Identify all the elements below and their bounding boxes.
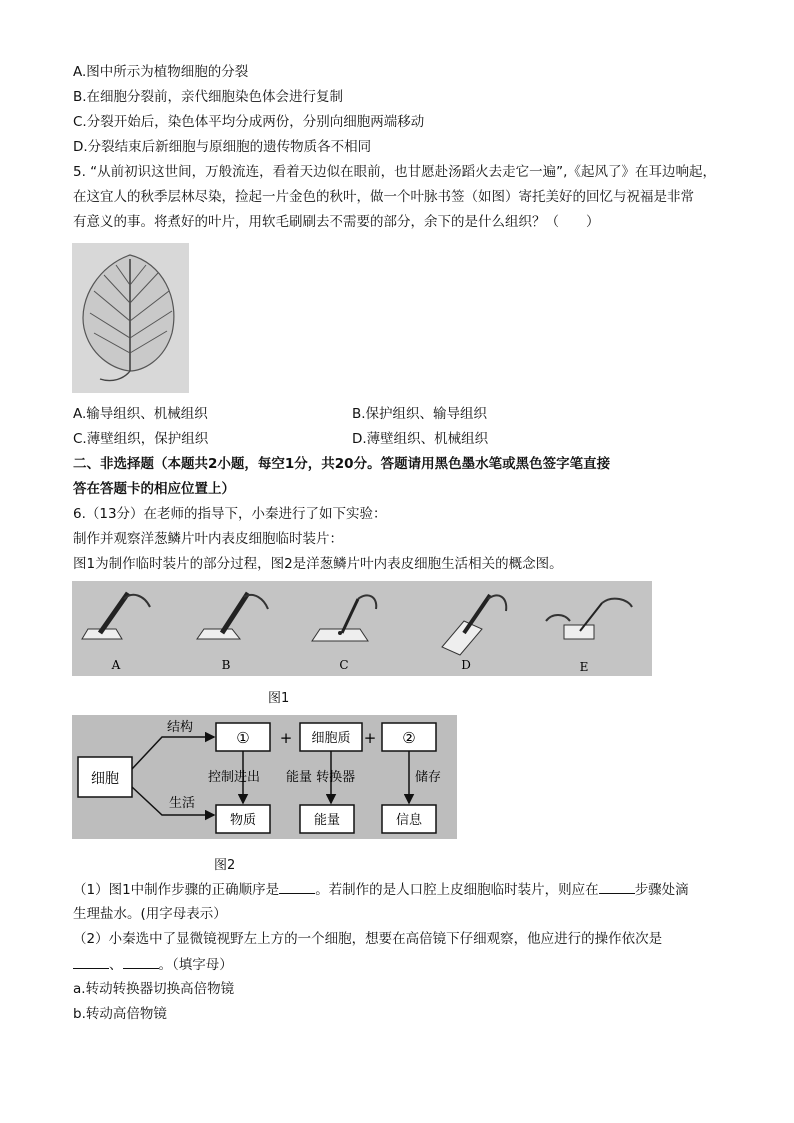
fig2-cytoplasm: 细胞质 (311, 731, 351, 746)
q6-sub1-blank2[interactable] (599, 879, 635, 894)
q4-option-a: A.图中所示为植物细胞的分裂 (73, 64, 249, 80)
fig1-label-b: B (221, 658, 231, 672)
fig1-label-e: E (579, 660, 589, 674)
figure2-concept-map (72, 715, 457, 839)
fig2-info: 信息 (395, 813, 423, 828)
fig2-plus2: + (363, 729, 377, 747)
fig2-matter: 物质 (229, 813, 257, 828)
fig2-life: 生活 (169, 796, 196, 811)
figure2-drawing (72, 715, 457, 839)
q5-option-b: B.保护组织、输导组织 (352, 406, 488, 422)
fig2-energy-converter: 能量 转换器 (286, 770, 356, 785)
q6-sub2-sep: 、 (109, 957, 123, 973)
q5-option-c: C.薄壁组织，保护组织 (73, 431, 209, 447)
q4-option-b: B.在细胞分裂前，亲代细胞染色体会进行复制 (73, 89, 344, 105)
fig2-box1: ① (236, 729, 250, 747)
fig2-structure: 结构 (167, 720, 194, 735)
q6-sub1-line1 (73, 879, 689, 900)
q5-stem-line2: 在这宜人的秋季层林尽染，捡起一片金色的秋叶，做一个叶脉书签（如图）寄托美好的回忆与祝福是非常 (73, 189, 694, 205)
q6-sub1-blank1[interactable] (279, 879, 315, 894)
q4-option-d: D.分裂结束后新细胞与原细胞的遗传物质各不相同 (73, 139, 372, 155)
fig2-plus1: + (279, 729, 293, 747)
q6-sub2-line2 (73, 954, 233, 975)
q6-sub1-text-a: （1）图1中制作步骤的正确顺序是 (73, 882, 280, 898)
fig1-label-c: C (339, 658, 349, 672)
figure1-caption: 图1 (268, 691, 290, 706)
q6-sub1-text-b: 。若制作的是人口腔上皮细胞临时装片，则应在 (315, 882, 599, 898)
q6-stem-line1: 6.（13分）在老师的指导下，小秦进行了如下实验： (73, 506, 387, 522)
figure1-image (72, 581, 652, 676)
leaf-vein-image (72, 243, 189, 393)
figure1-drawing (72, 581, 652, 676)
fig2-energy: 能量 (313, 813, 341, 828)
section2-heading-line1: 二、非选择题（本题共2小题，每空1分，共20分。答题请用黑色墨水笔或黑色签字笔直接 (73, 456, 611, 472)
q6-sub2-line1: （2）小秦选中了显微镜视野左上方的一个细胞，想要在高倍镜下仔细观察，他应进行的操作依次是 (73, 931, 663, 947)
fig2-box2: ② (402, 729, 416, 747)
fig1-label-a: A (111, 658, 121, 672)
q5-option-a: A.输导组织、机械组织 (73, 406, 208, 422)
q6-sub2-end: 。（填字母） (158, 957, 233, 973)
q5-stem-line1: 5. “从前初识这世间，万般流连，看着天边似在眼前，也甘愿赴汤蹈火去走它一遍”,《起风了》在耳边响起， (73, 164, 716, 180)
figure2-caption: 图2 (214, 858, 236, 873)
q6-sub1-text-c: 步骤处滴 (634, 882, 689, 898)
q6-sub2-blank2[interactable] (123, 954, 159, 969)
q4-option-c: C.分裂开始后，染色体平均分成两份，分别向细胞两端移动 (73, 114, 425, 130)
q6-sub2-option-a: a.转动转换器切换高倍物镜 (73, 981, 235, 997)
fig2-store: 储存 (415, 770, 442, 785)
fig1-label-d: D (461, 658, 471, 672)
fig2-cell: 细胞 (91, 771, 119, 787)
q6-sub2-option-b: b.转动高倍物镜 (73, 1006, 167, 1022)
q5-option-d: D.薄壁组织、机械组织 (352, 431, 489, 447)
q6-sub2-blank1[interactable] (73, 954, 109, 969)
fig2-control: 控制进出 (208, 770, 261, 785)
q6-stem-line3: 图1为制作临时装片的部分过程，图2是洋葱鳞片叶内表皮细胞生活相关的概念图。 (73, 556, 563, 572)
q6-sub1-line2: 生理盐水。(用字母表示） (73, 906, 227, 922)
q5-stem-line3: 有意义的事。将煮好的叶片，用软毛刷刷去不需要的部分，余下的是什么组织？（ ） (73, 214, 600, 230)
q6-stem-line2: 制作并观察洋葱鳞片叶内表皮细胞临时装片： (73, 531, 343, 547)
leaf-vein-drawing (72, 243, 189, 393)
section2-heading-line2: 答在答题卡的相应位置上） (73, 481, 235, 497)
